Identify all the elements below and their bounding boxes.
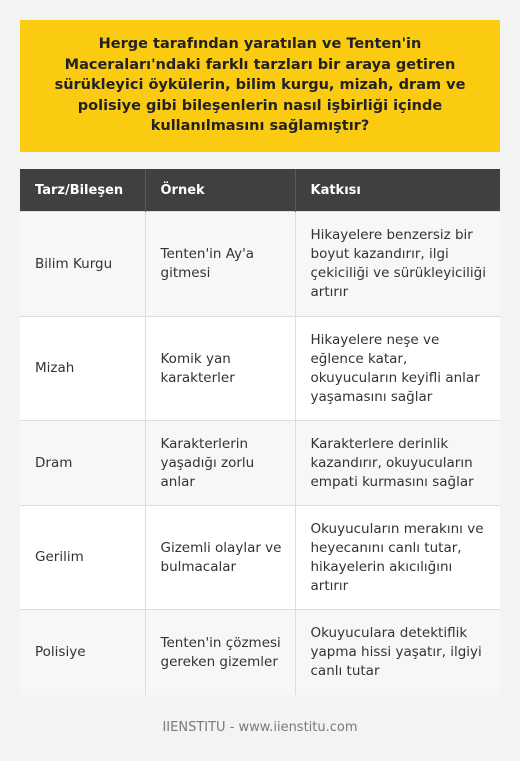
column-header-style: Tarz/Bileşen (20, 169, 145, 212)
cell-example: Tenten'in Ay'a gitmesi (145, 212, 295, 317)
footer-credit: IIENSTITU - www.iienstitu.com (162, 720, 358, 735)
table-header-row (20, 169, 500, 212)
cell-example: Komik yan karakterler (145, 317, 295, 421)
cell-example: Karakterlerin yaşadığı zorlu anlar (145, 421, 295, 506)
cell-example: Tenten'in çözmesi gereken gizemler (145, 610, 295, 696)
table-row (20, 610, 500, 696)
cell-contribution: Karakterlere derinlik kazandırır, okuyucuların empati kurmasını sağlar (295, 421, 500, 506)
cell-style: Dram (20, 421, 145, 506)
table-row (20, 212, 500, 317)
cell-contribution: Okuyucuların merakını ve heyecanını canlı tutar, hikayelerin akıcılığını artırır (295, 506, 500, 610)
genre-table (20, 169, 500, 695)
column-header-contribution: Katkısı (295, 169, 500, 212)
cell-contribution: Okuyuculara detektiflik yapma hissi yaşatır, ilgiyi canlı tutar (295, 610, 500, 696)
cell-example: Gizemli olaylar ve bulmacalar (145, 506, 295, 610)
table-row (20, 506, 500, 610)
cell-style: Mizah (20, 317, 145, 421)
cell-contribution: Hikayelere benzersiz bir boyut kazandırır, ilgi çekiciliği ve sürükleyiciliği artırır (295, 212, 500, 317)
cell-contribution: Hikayelere neşe ve eğlence katar, okuyucuların keyifli anlar yaşamasını sağlar (295, 317, 500, 421)
cell-style: Bilim Kurgu (20, 212, 145, 317)
table-row (20, 317, 500, 421)
page-title: Herge tarafından yaratılan ve Tenten'in Maceraları'ndaki farklı tarzları bir araya getiren sürükleyici öykülerin, bilim kurgu, mizah, dram ve polisiye gibi bileşenlerin nasıl işbirliği içinde kullanılmasını sağlamıştır? (54, 36, 466, 134)
title-banner (20, 20, 500, 152)
table-row (20, 421, 500, 506)
cell-style: Gerilim (20, 506, 145, 610)
cell-style: Polisiye (20, 610, 145, 696)
column-header-example: Örnek (145, 169, 295, 212)
